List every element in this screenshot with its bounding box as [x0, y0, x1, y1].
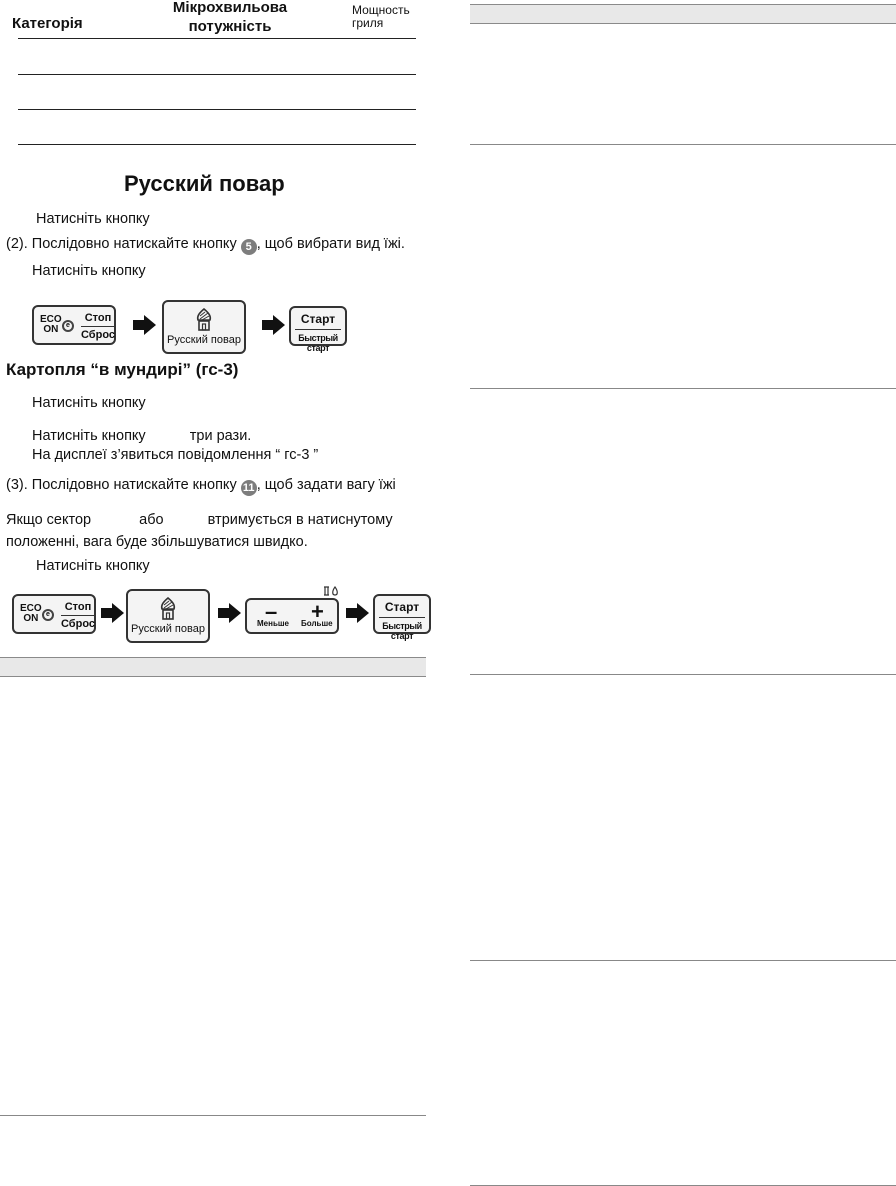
- step-select-food-text-end: , щоб вибрати вид їжі.: [256, 236, 405, 252]
- table-rule: [18, 74, 416, 75]
- note-sector-text-a: Якщо сектор: [6, 512, 92, 528]
- note-sector-line1: [6, 512, 393, 529]
- less-label: Меньше: [257, 619, 289, 628]
- table-header-microwave-line1: Мікрохвильова: [172, 0, 288, 16]
- table-header-grill-line2: гриля: [352, 16, 384, 30]
- step-press-three-times-text: Натисніть кнопку: [32, 428, 146, 444]
- stop-reset-label: [61, 601, 95, 630]
- eco-on-label: [20, 604, 42, 624]
- step-press-button-1: Натисніть кнопку: [36, 211, 150, 227]
- left-section-header-bar: [0, 657, 426, 677]
- table-header-category: Категорія: [12, 15, 83, 32]
- eco-stop-reset-button[interactable]: [12, 594, 96, 634]
- step-set-weight-text-end: , щоб задати вагу їжі: [256, 477, 396, 493]
- step-display-message: На дисплеї з’явиться повідомлення “ гс-3 ”: [32, 447, 319, 463]
- stop-label: Стоп: [84, 312, 112, 324]
- weight-icon: [322, 585, 340, 597]
- quick-start-label: Быстрый старт: [382, 621, 422, 641]
- step-select-food: [6, 236, 405, 255]
- step-press-button-3: Натисніть кнопку: [32, 395, 146, 411]
- russian-cook-label: Русский повар: [131, 623, 205, 635]
- note-sector-text-b: або: [139, 512, 164, 528]
- step-set-weight-text: (3). Послідовно натискайте кнопку: [6, 477, 237, 493]
- step-press-button-4: Натисніть кнопку: [36, 558, 150, 574]
- reset-label: Сброс: [81, 329, 116, 341]
- church-dome-icon: [157, 596, 179, 620]
- minus-icon: –: [265, 599, 278, 624]
- less-more-button[interactable]: [245, 598, 339, 634]
- table-rule: [18, 144, 416, 145]
- on-label: ON: [43, 324, 59, 335]
- right-column-header-bar: [470, 4, 896, 24]
- start-quick-start-button[interactable]: [289, 306, 347, 353]
- button-number-badge: 11: [241, 480, 257, 496]
- quick-start-label: Быстрый старт: [298, 333, 338, 353]
- on-label: ON: [23, 613, 39, 624]
- stop-reset-label: [81, 312, 115, 341]
- reset-label: Сброс: [61, 618, 96, 630]
- step-three-times-text: три рази.: [189, 428, 252, 444]
- section-heading: Русский повар: [124, 171, 285, 196]
- table-header-grill-power: [352, 4, 410, 30]
- russian-cook-button[interactable]: [162, 300, 246, 354]
- eco-stop-reset-button[interactable]: [32, 305, 116, 345]
- step-press-three-times: [32, 428, 251, 445]
- recipe-subheading: Картопля “в мундирі” (гс-3): [6, 360, 239, 379]
- right-column-rule: [470, 674, 896, 675]
- right-column-rule: [470, 144, 896, 145]
- start-quick-start-button[interactable]: [373, 594, 431, 641]
- eco-dial-icon: e: [42, 609, 54, 621]
- more-label: Больше: [301, 619, 333, 628]
- start-label: Старт: [300, 312, 336, 326]
- right-column-rule: [470, 960, 896, 961]
- note-sector-line2: положенні, вага буде збільшуватися швидко.: [6, 534, 308, 550]
- table-header-microwave-line2: потужність: [188, 18, 272, 35]
- russian-cook-label: Русский повар: [167, 334, 241, 346]
- eco-label: ECO: [20, 603, 42, 614]
- stop-label: Стоп: [64, 601, 92, 613]
- note-sector-text-c: втримується в натиснутому: [207, 512, 393, 528]
- step-select-food-text: (2). Послідовно натискайте кнопку: [6, 236, 237, 252]
- right-column-rule: [470, 388, 896, 389]
- church-dome-icon: [193, 307, 215, 331]
- russian-cook-button[interactable]: [126, 589, 210, 643]
- eco-label: ECO: [40, 314, 62, 325]
- table-header-grill-line1: Мощность: [352, 3, 410, 17]
- table-header-microwave-power: [150, 0, 310, 36]
- table-rule: [18, 38, 416, 39]
- eco-on-label: [40, 315, 62, 335]
- eco-dial-icon: e: [62, 320, 74, 332]
- start-label: Старт: [384, 600, 420, 614]
- button-number-badge: 5: [241, 239, 257, 255]
- plus-icon: +: [311, 599, 324, 624]
- table-rule: [18, 109, 416, 110]
- step-set-weight: [6, 477, 396, 496]
- step-press-button-2: Натисніть кнопку: [32, 263, 146, 279]
- left-section-rule: [0, 1115, 426, 1116]
